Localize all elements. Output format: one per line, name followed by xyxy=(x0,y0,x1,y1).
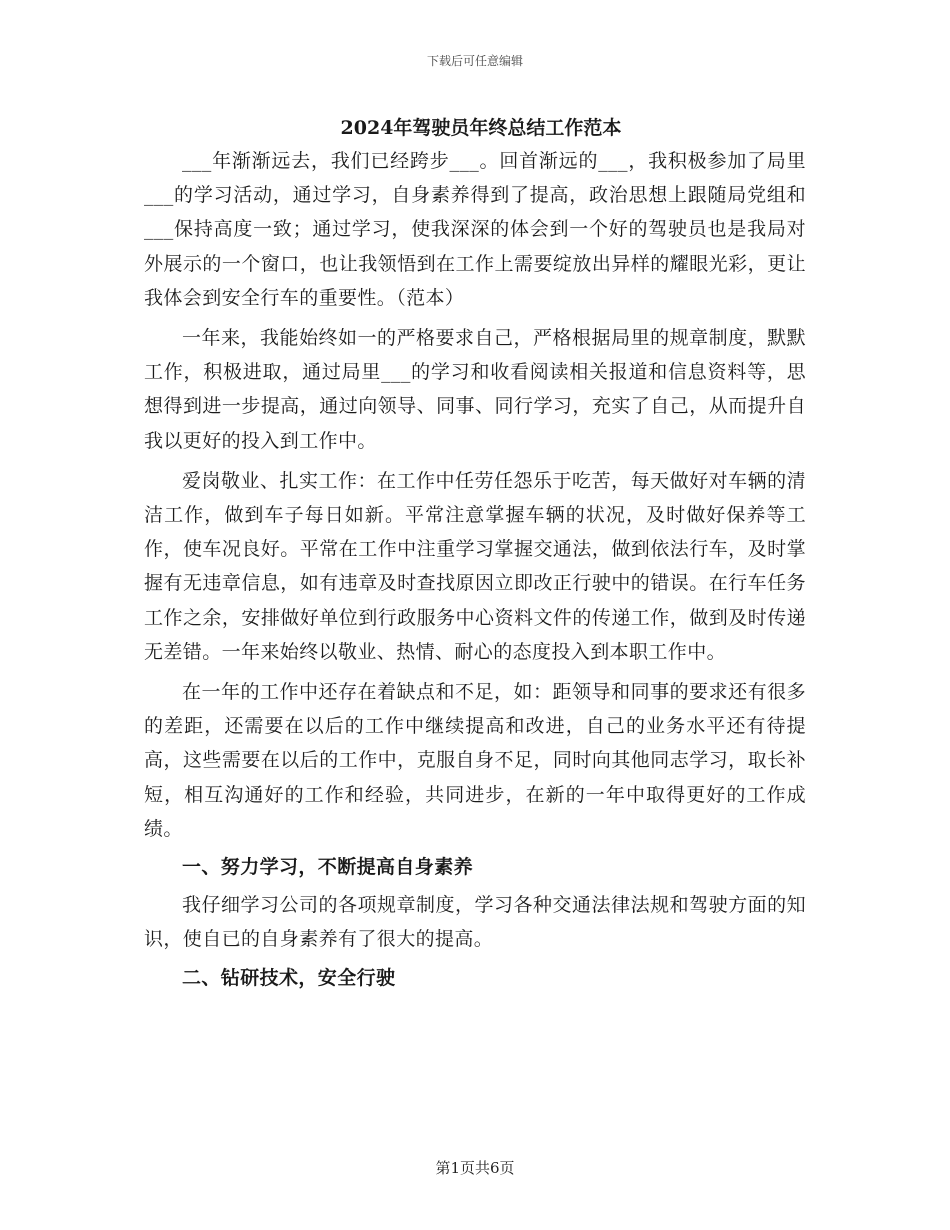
document-body xyxy=(144,112,806,999)
section-1-paragraph: 我仔细学习公司的各项规章制度，学习各种交通法律法规和驾驶方面的知识，使自已的自身素养有了很大的提高。 xyxy=(144,894,806,951)
paragraph-dedication: 爱岗敬业、扎实工作：在工作中任劳任怨乐于吃苦，每天做好对车辆的清洁工作，做到车子每日如新。平常注意掌握车辆的状况，及时做好保养等工作，使车况良好。平常在工作中注重学习掌握交通法，做到依法行车，及时掌握有无违章信息，如有违章及时查找原因立即改正行驶中的错误。在行车任务工作之余，安排做好单位到行政服务中心资料文件的传递工作，做到及时传递无差错。一年来始终以敬业、热情、耐心的态度投入到本职工作中。 xyxy=(144,469,806,663)
section-heading-2: 二、钻研技术，安全行驶 xyxy=(182,966,396,989)
paragraph-year-review: 一年来，我能始终如一的严格要求自己，严格根据局里的规章制度，默默工作，积极进取，通过局里___的学习和收看阅读相关报道和信息资料等，思想得到进一步提高，通过向领导、同事、同行学习，充实了自己，从而提升自我以更好的投入到工作中。 xyxy=(144,327,806,452)
header-note: 下载后可任意编辑 xyxy=(426,54,523,68)
paragraph-intro: ___年渐渐远去，我们已经跨步___。回首渐远的___，我积极参加了局里___的学习活动，通过学习，自身素养得到了提高，政治思想上跟随局党组和___保持高度一致；通过学习，使我深深的体会到一个好的驾驶员也是我局对外展示的一个窗口，也让我领悟到在工作上需要绽放出异样的耀眼光彩，更让我体会到安全行车的重要性。（范本） xyxy=(144,150,806,309)
page-number: 第1页共6页 xyxy=(435,1159,515,1177)
document-title: 2024年驾驶员年终总结工作范本 xyxy=(340,117,622,139)
paragraph-shortcomings: 在一年的工作中还存在着缺点和不足，如：距领导和同事的要求还有很多的差距，还需要在以后的工作中继续提高和改进，自己的业务水平还有待提高，这些需要在以后的工作中，克服自身不足，同时向其他同志学习，取长补短，相互沟通好的工作和经验，共同进步，在新的一年中取得更好的工作成绩。 xyxy=(144,681,806,840)
section-heading-1: 一、努力学习，不断提高自身素养 xyxy=(182,856,474,879)
